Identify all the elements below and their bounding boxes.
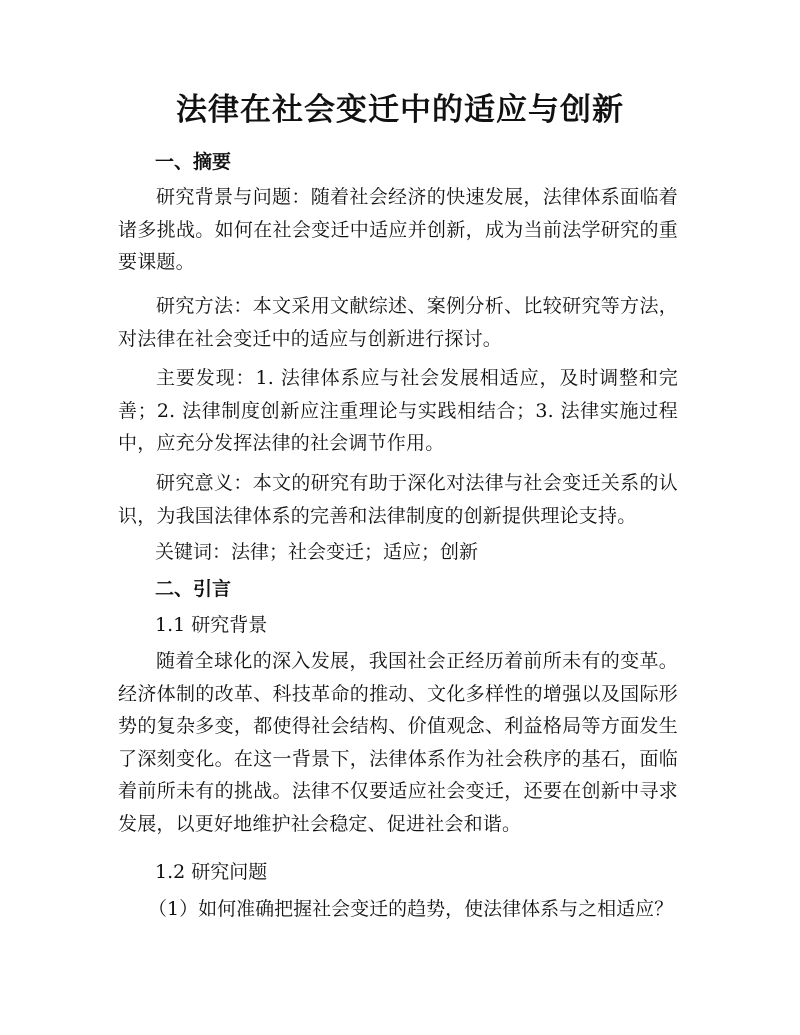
research-question-1: （1）如何准确把握社会变迁的趋势，使法律体系与之相适应？ (148, 898, 674, 920)
subsection-heading-questions: 1.2 研究问题 (155, 861, 268, 883)
section-heading-abstract: 一、摘要 (155, 151, 232, 173)
abstract-findings-paragraph: 主要发现：1. 法律体系应与社会发展相适应，及时调整和完善；2. 法律制度创新应注重理论与实践相结合；3. 法律实施过程中，应充分发挥法律的社会调节作用。 (118, 367, 678, 455)
keywords-line: 关键词：法律；社会变迁；适应；创新 (155, 541, 479, 563)
abstract-background-paragraph: 研究背景与问题：随着社会经济的快速发展，法律体系面临着诸多挑战。如何在社会变迁中适应并创新，成为当前法学研究的重要课题。 (118, 186, 678, 274)
intro-background-paragraph: 随着全球化的深入发展，我国社会正经历着前所未有的变革。经济体制的改革、科技革命的推动、文化多样性的增强以及国际形势的复杂多变，都使得社会结构、价值观念、利益格局等方面发生了深刻变化。在这一背景下，法律体系作为社会秩序的基石，面临着前所未有的挑战。法律不仅要适应社会变迁，还要在创新中寻求发展，以更好地维护社会稳定、促进社会和谐。 (118, 650, 678, 835)
abstract-method-paragraph: 研究方法：本文采用文献综述、案例分析、比较研究等方法，对法律在社会变迁中的适应与创新进行探讨。 (118, 295, 678, 350)
subsection-heading-background: 1.1 研究背景 (155, 614, 268, 636)
abstract-significance-paragraph: 研究意义：本文的研究有助于深化对法律与社会变迁关系的认识，为我国法律体系的完善和法律制度的创新提供理论支持。 (118, 472, 678, 527)
document-title: 法律在社会变迁中的适应与创新 (176, 92, 624, 128)
section-heading-intro: 二、引言 (155, 578, 232, 600)
